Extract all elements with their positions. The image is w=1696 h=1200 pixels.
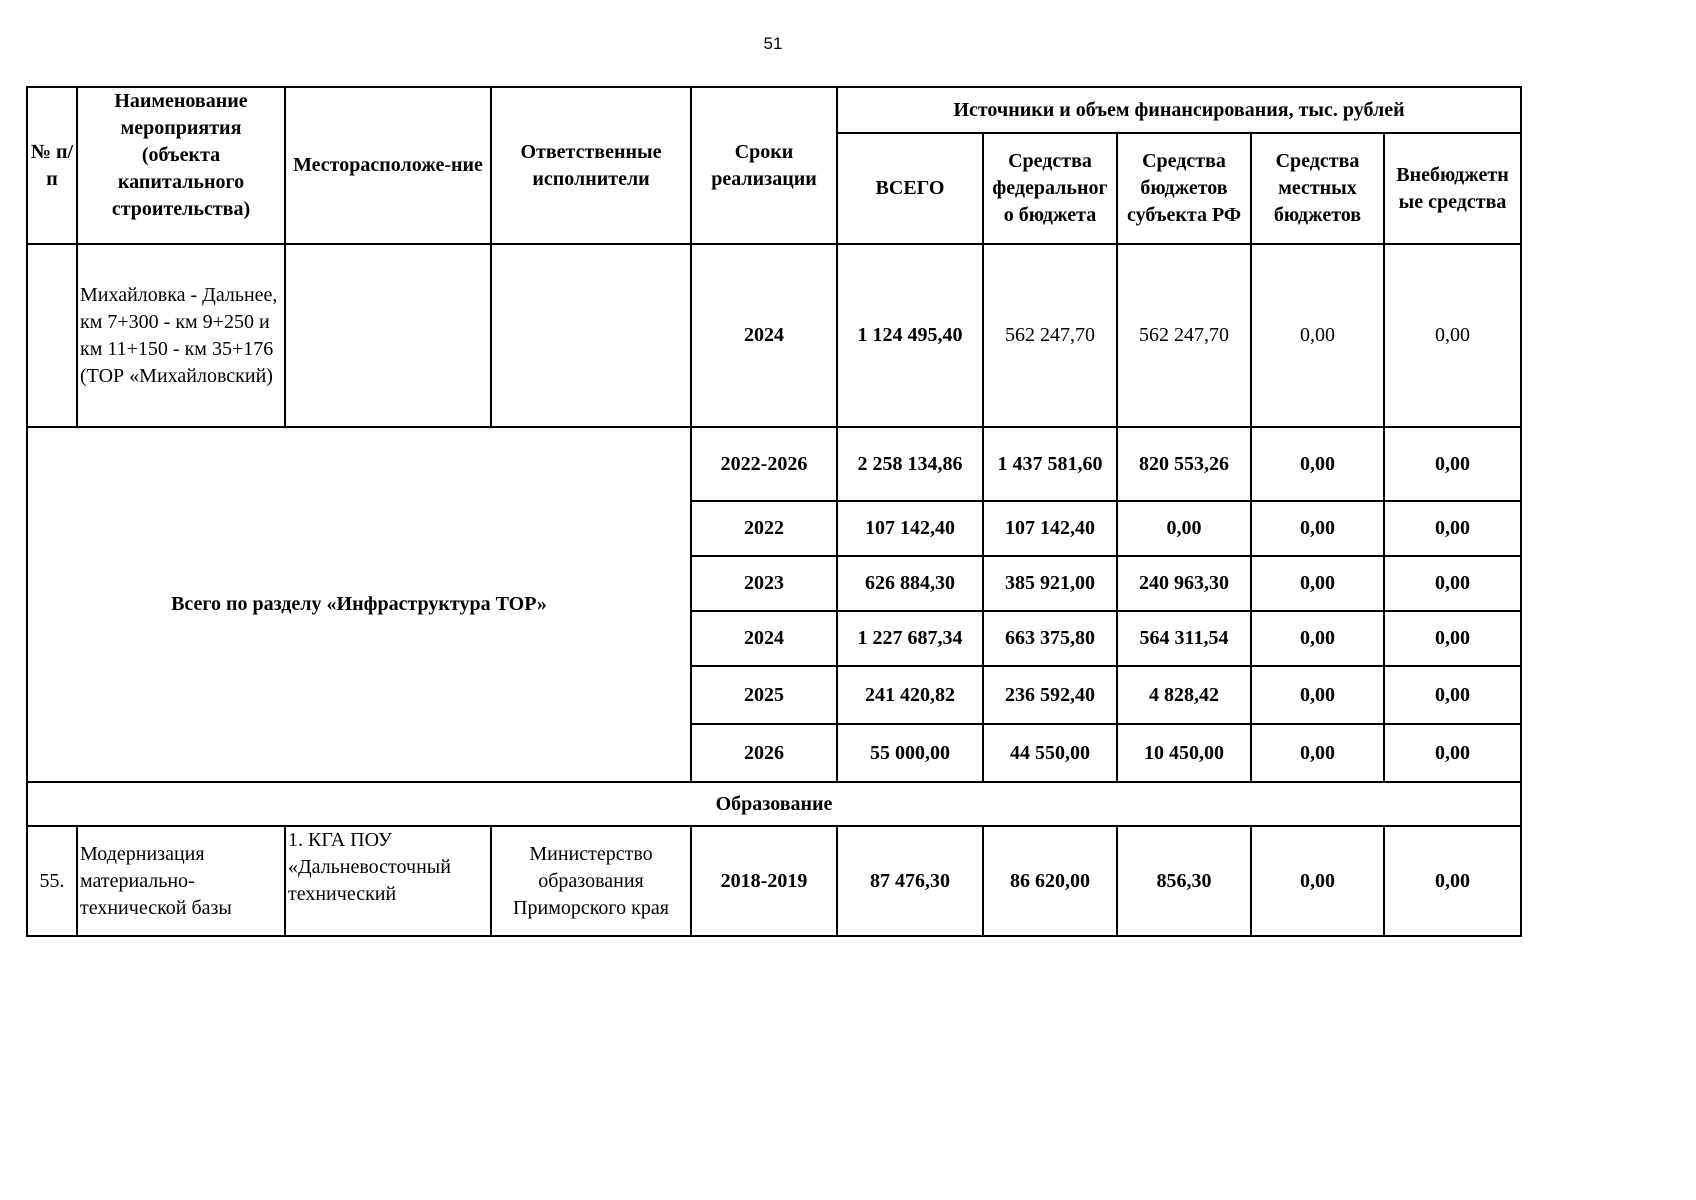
row55-total: 87 476,30 [837, 826, 983, 936]
section-total-total: 2 258 134,86 [837, 427, 983, 501]
section-total-local: 0,00 [1251, 666, 1384, 724]
section-total-federal: 385 921,00 [983, 556, 1117, 611]
section-total-extrabudget: 0,00 [1384, 427, 1521, 501]
header-terms: Сроки реализации [691, 87, 837, 244]
section-total-row [27, 427, 1521, 501]
continued-federal: 562 247,70 [983, 244, 1117, 427]
section-total-total: 626 884,30 [837, 556, 983, 611]
continued-row [27, 244, 1521, 427]
continued-executors [491, 244, 691, 427]
section-total-federal: 44 550,00 [983, 724, 1117, 782]
section-total-federal: 236 592,40 [983, 666, 1117, 724]
header-federal: Средства федеральног о бюджета [983, 133, 1117, 244]
section-total-period: 2022 [691, 501, 837, 556]
section-total-total: 107 142,40 [837, 501, 983, 556]
section-total-local: 0,00 [1251, 724, 1384, 782]
header-name: Наименование мероприятия (объекта капитального строительства) [77, 87, 285, 244]
header-total: ВСЕГО [837, 133, 983, 244]
section-education-title: Образование [27, 782, 1521, 826]
page-number: 51 [763, 34, 783, 53]
section-total-regional: 0,00 [1117, 501, 1251, 556]
row55-local: 0,00 [1251, 826, 1384, 936]
continued-extrabudget: 0,00 [1384, 244, 1521, 427]
row55-period: 2018-2019 [691, 826, 837, 936]
header-row-1 [27, 87, 1521, 133]
row55-extrabudget: 0,00 [1384, 826, 1521, 936]
section-total-local: 0,00 [1251, 427, 1384, 501]
section-total-total: 55 000,00 [837, 724, 983, 782]
section-total-total: 241 420,82 [837, 666, 983, 724]
section-total-period: 2025 [691, 666, 837, 724]
row55-federal: 86 620,00 [983, 826, 1117, 936]
header-extrabudget: Внебюджетн ые средства [1384, 133, 1521, 244]
header-regional: Средства бюджетов субъекта РФ [1117, 133, 1251, 244]
continued-regional: 562 247,70 [1117, 244, 1251, 427]
section-total-regional: 10 450,00 [1117, 724, 1251, 782]
section-total-regional: 240 963,30 [1117, 556, 1251, 611]
section-total-regional: 4 828,42 [1117, 666, 1251, 724]
continued-location [285, 244, 491, 427]
header-local: Средства местных бюджетов [1251, 133, 1384, 244]
continued-local: 0,00 [1251, 244, 1384, 427]
section-total-local: 0,00 [1251, 611, 1384, 666]
section-total-extrabudget: 0,00 [1384, 611, 1521, 666]
section-total-local: 0,00 [1251, 556, 1384, 611]
row55-name: Модернизация материально-технической базы [77, 826, 285, 936]
section-total-extrabudget: 0,00 [1384, 556, 1521, 611]
section-total-federal: 663 375,80 [983, 611, 1117, 666]
continued-num [27, 244, 77, 427]
header-num: № п/п [27, 87, 77, 244]
section-total-label: Всего по разделу «Инфраструктура ТОР» [27, 427, 691, 782]
section-total-period: 2023 [691, 556, 837, 611]
continued-total: 1 124 495,40 [837, 244, 983, 427]
section-total-period: 2026 [691, 724, 837, 782]
section-total-total: 1 227 687,34 [837, 611, 983, 666]
section-total-period: 2022-2026 [691, 427, 837, 501]
header-location: Месторасположе-ние [285, 87, 491, 244]
section-total-regional: 820 553,26 [1117, 427, 1251, 501]
section-total-regional: 564 311,54 [1117, 611, 1251, 666]
header-executors: Ответственные исполнители [491, 87, 691, 244]
funding-table [26, 86, 1522, 937]
section-total-federal: 1 437 581,60 [983, 427, 1117, 501]
section-total-period: 2024 [691, 611, 837, 666]
row55-executors: Министерство образования Приморского края [491, 826, 691, 936]
row55-location: 1. КГА ПОУ «Дальневосточный технический [285, 826, 491, 936]
section-heading-row [27, 782, 1521, 826]
section-total-extrabudget: 0,00 [1384, 501, 1521, 556]
section-total-federal: 107 142,40 [983, 501, 1117, 556]
continued-period: 2024 [691, 244, 837, 427]
section-total-extrabudget: 0,00 [1384, 724, 1521, 782]
row55-num: 55. [27, 826, 77, 936]
row55-regional: 856,30 [1117, 826, 1251, 936]
section-total-local: 0,00 [1251, 501, 1384, 556]
header-funding-group: Источники и объем финансирования, тыс. рублей [837, 87, 1521, 133]
section-total-extrabudget: 0,00 [1384, 666, 1521, 724]
continued-name: Михайловка - Дальнее, км 7+300 - км 9+250 и км 11+150 - км 35+176 (ТОР «Михайловский) [77, 244, 285, 427]
table-row-55 [27, 826, 1521, 936]
